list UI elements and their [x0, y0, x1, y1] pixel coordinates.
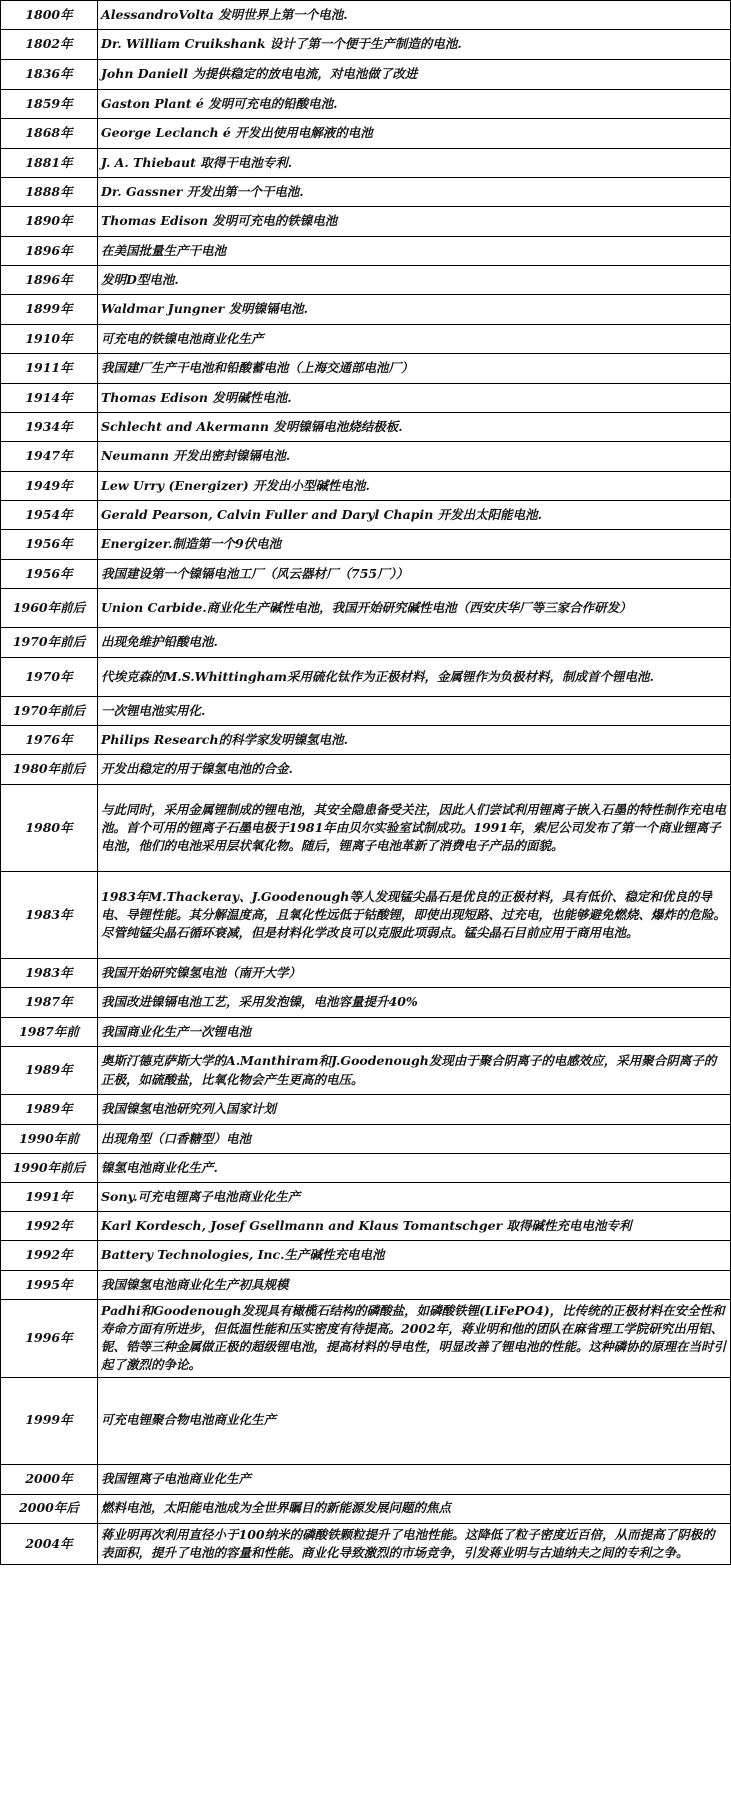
year-cell: 1989年: [1, 1095, 98, 1125]
timeline-row: [1, 1018, 731, 1047]
event-cell: 我国开始研究镍氢电池（南开大学）: [98, 959, 731, 988]
year-cell: 1987年: [1, 988, 98, 1018]
event-cell: 我国商业化生产一次锂电池: [98, 1018, 731, 1047]
year-cell: 1836年: [1, 60, 98, 90]
event-cell: 1983年M.Thackeray、J.Goodenough等人发现锰尖晶石是优良的正极材料，具有低价、稳定和优良的导电、导锂性能。其分解温度高，且氧化性远低于钴酸锂，即使出现短路、过充电，也能够避免燃烧、爆炸的危险。尽管纯锰尖晶石循环衰减，但是材料化学改良可以克服此项弱点。锰尖晶石目前应用于商用电池。: [98, 872, 731, 959]
year-cell: 1970年: [1, 658, 98, 697]
timeline-row: [1, 207, 731, 237]
event-cell: 出现免维护铅酸电池.: [98, 628, 731, 658]
year-cell: 1934年: [1, 413, 98, 442]
timeline-row: [1, 442, 731, 472]
event-cell: Karl Kordesch, Josef Gsellmann and Klaus Tomantschger 取得碱性充电电池专利: [98, 1212, 731, 1241]
event-cell: 代埃克森的M.S.Whittingham采用硫化钛作为正极材料，金属锂作为负极材料，制成首个锂电池.: [98, 658, 731, 697]
timeline-row: [1, 149, 731, 178]
year-cell: 1896年: [1, 237, 98, 266]
year-cell: 1911年: [1, 354, 98, 384]
year-cell: 1990年前后: [1, 1154, 98, 1183]
timeline-row: [1, 354, 731, 384]
timeline-row: [1, 295, 731, 325]
year-cell: 1956年: [1, 530, 98, 560]
year-cell: 1914年: [1, 384, 98, 413]
year-cell: 1980年前后: [1, 755, 98, 785]
year-cell: 1910年: [1, 325, 98, 354]
timeline-row: [1, 119, 731, 149]
event-cell: Dr. William Cruikshank 设计了第一个便于生产制造的电池.: [98, 30, 731, 60]
timeline-row: [1, 1, 731, 30]
event-cell: 开发出稳定的用于镍氢电池的合金.: [98, 755, 731, 785]
timeline-row: [1, 1377, 731, 1464]
year-cell: 2000年后: [1, 1494, 98, 1523]
timeline-row: [1, 959, 731, 988]
year-cell: 1983年: [1, 872, 98, 959]
event-cell: Padhi和Goodenough发现具有橄榄石结构的磷酸盐，如磷酸铁锂(LiFePO4)，比传统的正极材料在安全性和寿命方面有所进步，但低温性能和压实密度有待提高。2002年，蒋业明和他的团队在麻省理工学院研究出用铝、铌、锆等三种金属做正极的超级锂电池，提高材料的导电性，明显改善了锂电池的性能。这种磷协的原理在当时引起了激烈的争论。: [98, 1300, 731, 1378]
year-cell: 1859年: [1, 90, 98, 119]
year-cell: 1983年: [1, 959, 98, 988]
year-cell: 2000年: [1, 1464, 98, 1494]
timeline-row: [1, 178, 731, 207]
event-cell: Lew Urry (Energizer) 开发出小型碱性电池.: [98, 472, 731, 501]
event-cell: 镍氢电池商业化生产.: [98, 1154, 731, 1183]
timeline-row: [1, 1300, 731, 1378]
timeline-row: [1, 872, 731, 959]
event-cell: 发明D型电池.: [98, 266, 731, 295]
event-cell: Waldmar Jungner 发明镍镉电池.: [98, 295, 731, 325]
year-cell: 1995年: [1, 1271, 98, 1300]
timeline-row: [1, 237, 731, 266]
timeline-row: [1, 1271, 731, 1300]
timeline-row: [1, 560, 731, 589]
timeline-row: [1, 1212, 731, 1241]
year-cell: 1991年: [1, 1183, 98, 1212]
timeline-row: [1, 472, 731, 501]
year-cell: 1881年: [1, 149, 98, 178]
year-cell: 1954年: [1, 501, 98, 530]
timeline-row: [1, 1095, 731, 1125]
year-cell: 1800年: [1, 1, 98, 30]
event-cell: 我国镍氢电池研究列入国家计划: [98, 1095, 731, 1125]
year-cell: 1976年: [1, 726, 98, 755]
timeline-row: [1, 755, 731, 785]
event-cell: Philips Research的科学家发明镍氢电池.: [98, 726, 731, 755]
timeline-row: [1, 628, 731, 658]
year-cell: 1999年: [1, 1377, 98, 1464]
event-cell: 我国建厂生产干电池和铅酸蓄电池（上海交通部电池厂）: [98, 354, 731, 384]
year-cell: 1947年: [1, 442, 98, 472]
event-cell: 奥斯汀德克萨斯大学的A.Manthiram和J.Goodenough发现由于聚合阴离子的电感效应，采用聚合阴离子的正极，如硫酸盐，比氧化物会产生更高的电压。: [98, 1047, 731, 1095]
event-cell: Neumann 开发出密封镍镉电池.: [98, 442, 731, 472]
year-cell: 1949年: [1, 472, 98, 501]
event-cell: 与此同时，采用金属锂制成的锂电池，其安全隐患备受关注，因此人们尝试利用锂离子嵌入石墨的特性制作充电电池。首个可用的锂离子石墨电极于1981年由贝尔实验室试制成功。1991年，索尼公司发布了第一个商业锂离子电池，他们的电池采用层状氧化物。随后，锂离子电池革新了消费电子产品的面貌。: [98, 785, 731, 872]
timeline-row: [1, 30, 731, 60]
year-cell: 1890年: [1, 207, 98, 237]
timeline-row: [1, 1183, 731, 1212]
year-cell: 1992年: [1, 1212, 98, 1241]
event-cell: 我国锂离子电池商业化生产: [98, 1464, 731, 1494]
timeline-row: [1, 1154, 731, 1183]
event-cell: Gerald Pearson, Calvin Fuller and Daryl Chapin 开发出太阳能电池.: [98, 501, 731, 530]
timeline-row: [1, 1241, 731, 1271]
timeline-row: [1, 60, 731, 90]
timeline-row: [1, 1523, 731, 1564]
year-cell: 1956年: [1, 560, 98, 589]
timeline-row: [1, 1494, 731, 1523]
event-cell: Schlecht and Akermann 发明镍镉电池烧结极板.: [98, 413, 731, 442]
year-cell: 1802年: [1, 30, 98, 60]
year-cell: 1888年: [1, 178, 98, 207]
timeline-row: [1, 697, 731, 726]
timeline-row: [1, 325, 731, 354]
event-cell: 蒋业明再次利用直径小于100纳米的磷酸铁颗粒提升了电池性能。这降低了粒子密度近百倍，从而提高了阴极的表面积，提升了电池的容量和性能。商业化导致激烈的市场竞争，引发蒋业明与古迪纳夫之间的专利之争。: [98, 1523, 731, 1564]
year-cell: 1992年: [1, 1241, 98, 1271]
timeline-row: [1, 1125, 731, 1154]
timeline-row: [1, 530, 731, 560]
event-cell: 燃料电池，太阳能电池成为全世界瞩目的新能源发展问题的焦点: [98, 1494, 731, 1523]
year-cell: 1896年: [1, 266, 98, 295]
event-cell: Energizer.制造第一个9伏电池: [98, 530, 731, 560]
event-cell: Thomas Edison 发明碱性电池.: [98, 384, 731, 413]
year-cell: 1960年前后: [1, 589, 98, 628]
event-cell: 我国改进镍镉电池工艺，采用发泡镍，电池容量提升40%: [98, 988, 731, 1018]
event-cell: 可充电锂聚合物电池商业化生产: [98, 1377, 731, 1464]
event-cell: John Daniell 为提供稳定的放电电流，对电池做了改进: [98, 60, 731, 90]
timeline-row: [1, 384, 731, 413]
timeline-row: [1, 413, 731, 442]
year-cell: 1996年: [1, 1300, 98, 1378]
year-cell: 1989年: [1, 1047, 98, 1095]
event-cell: Battery Technologies, Inc.生产碱性充电电池: [98, 1241, 731, 1271]
timeline-row: [1, 726, 731, 755]
event-cell: 出现角型（口香糖型）电池: [98, 1125, 731, 1154]
timeline-row: [1, 1464, 731, 1494]
timeline-body: [1, 1, 731, 1565]
event-cell: George Leclanch é 开发出使用电解液的电池: [98, 119, 731, 149]
event-cell: Union Carbide.商业化生产碱性电池，我国开始研究碱性电池（西安庆华厂等三家合作研发）: [98, 589, 731, 628]
event-cell: J. A. Thiebaut 取得干电池专利.: [98, 149, 731, 178]
year-cell: 1868年: [1, 119, 98, 149]
timeline-row: [1, 501, 731, 530]
timeline-row: [1, 589, 731, 628]
event-cell: AlessandroVolta 发明世界上第一个电池.: [98, 1, 731, 30]
event-cell: Dr. Gassner 开发出第一个干电池.: [98, 178, 731, 207]
event-cell: 在美国批量生产干电池: [98, 237, 731, 266]
timeline-row: [1, 266, 731, 295]
event-cell: Sony.可充电锂离子电池商业化生产: [98, 1183, 731, 1212]
year-cell: 1990年前: [1, 1125, 98, 1154]
timeline-row: [1, 90, 731, 119]
year-cell: 1980年: [1, 785, 98, 872]
event-cell: Gaston Plant é 发明可充电的铅酸电池.: [98, 90, 731, 119]
timeline-row: [1, 988, 731, 1018]
event-cell: 可充电的铁镍电池商业化生产: [98, 325, 731, 354]
event-cell: 我国镍氢电池商业化生产初具规模: [98, 1271, 731, 1300]
timeline-row: [1, 658, 731, 697]
year-cell: 1899年: [1, 295, 98, 325]
year-cell: 2004年: [1, 1523, 98, 1564]
event-cell: 一次锂电池实用化.: [98, 697, 731, 726]
year-cell: 1970年前后: [1, 628, 98, 658]
event-cell: 我国建设第一个镍镉电池工厂（风云器材厂（755厂））: [98, 560, 731, 589]
year-cell: 1970年前后: [1, 697, 98, 726]
timeline-row: [1, 1047, 731, 1095]
event-cell: Thomas Edison 发明可充电的铁镍电池: [98, 207, 731, 237]
year-cell: 1987年前: [1, 1018, 98, 1047]
timeline-row: [1, 785, 731, 872]
